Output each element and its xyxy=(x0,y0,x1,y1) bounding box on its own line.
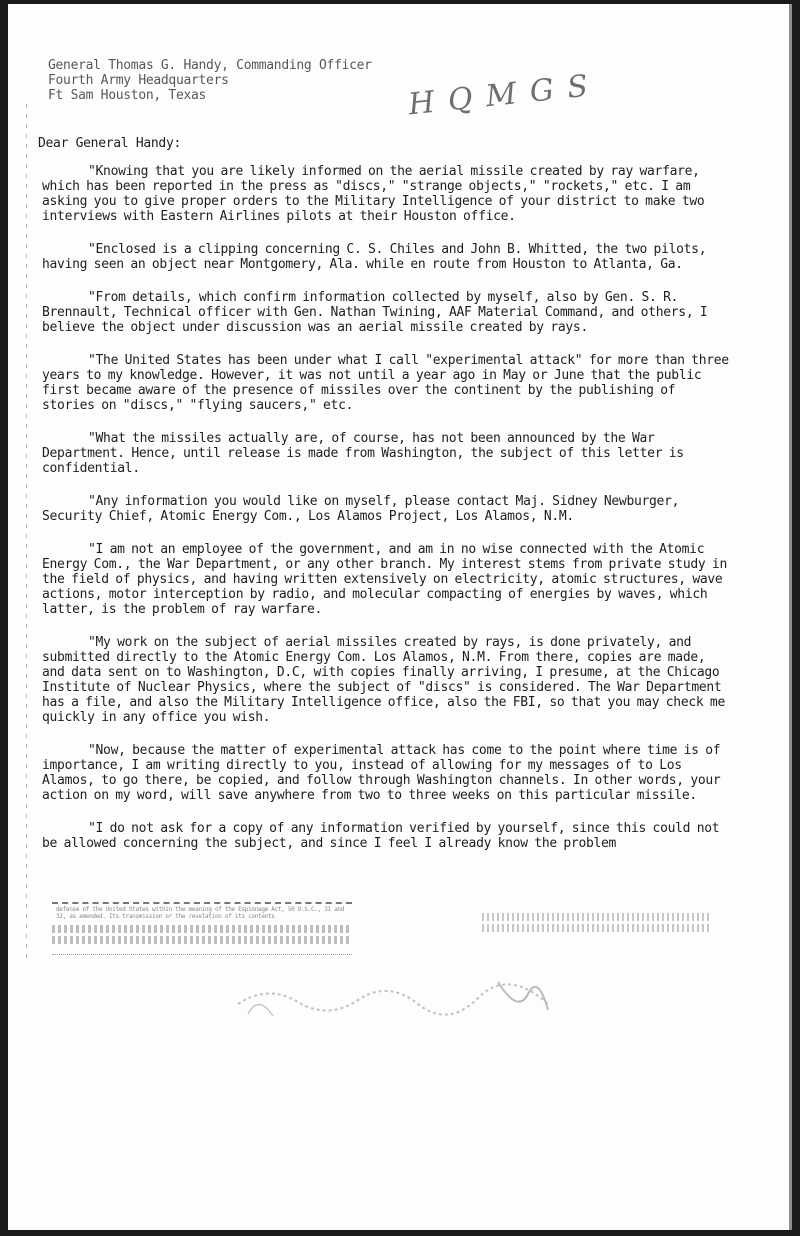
classification-box xyxy=(52,902,352,955)
address-line: Ft Sam Houston, Texas xyxy=(48,88,207,103)
classification-text: defense of the United States within the meaning of the Espionage Act, 50 U.S.C., 31 and 32, as amended. Its transmission or the revelation of its contents xyxy=(56,906,345,920)
address-line: General Thomas G. Handy, Commanding Officer xyxy=(48,58,372,73)
form-line xyxy=(482,924,712,932)
page-edge xyxy=(789,4,792,1230)
paragraph: "From details, which confirm information collected by myself, also by Gen. S. R. Brennault, Technical officer with Gen. Nathan Twining, AAF Material Command, and others, I believe the object under discussion was an aerial missile created by rays. xyxy=(42,290,708,335)
handwritten-note: H Q M G S xyxy=(406,68,592,123)
paragraph: "What the missiles actually are, of course, has not been announced by the War Department. Hence, until release is made from Washington, the subject of this letter is confidential. xyxy=(42,431,684,476)
form-line xyxy=(52,936,352,944)
paragraph: "The United States has been under what I call "experimental attack" for more than three years to my knowledge. However, it was not until a year ago in May or June that the public first became aware of the presence of missiles over the continent by the publishing of stories on "discs," "flying saucers," etc. xyxy=(42,353,729,413)
paragraph: "Now, because the matter of experimental attack has come to the point where time is of importance, I am writing directly to you, instead of allowing for my messages of to Los Alamos, to go there, be copied, and follow through Washington channels. In other words, your action on my word, will save anywhere from two to three weeks on this particular missile. xyxy=(42,743,721,803)
ink-smudge xyxy=(228,974,588,1022)
form-fields xyxy=(482,910,712,940)
letter-page xyxy=(8,4,792,1230)
classification-stamp xyxy=(42,902,722,964)
paragraph: "Enclosed is a clipping concerning C. S. Chiles and John B. Whitted, the two pilots, having seen an object near Montgomery, Ala. while en route from Houston to Atlanta, Ga. xyxy=(42,242,707,272)
address-block xyxy=(48,58,372,103)
salutation: Dear General Handy: xyxy=(38,136,182,151)
paragraph: "My work on the subject of aerial missiles created by rays, is done privately, and submitted directly to the Atomic Energy Com. Los Alamos, N.M. From there, copies are made, and data sent on to Washington, D.C, with copies finally arriving, I presume, at the Chicago Institute of Nuclear Physics, where the subject of "discs" is considered. The War Department has a file, and also the Military Intelligence office, also the FBI, so that you may check me quickly in any office you wish. xyxy=(42,635,725,725)
fold-mark xyxy=(26,104,27,964)
paragraph: "Any information you would like on myself, please contact Maj. Sidney Newburger, Security Chief, Atomic Energy Com., Los Alamos Project, Los Alamos, N.M. xyxy=(42,494,680,524)
paragraph: "I am not an employee of the government, and am in no wise connected with the Atomic Energy Com., the War Department, or any other branch. My interest stems from private study in the field of physics, and having written extensively on electricity, atomic structures, wave actions, motor interception by radio, and molecular compacting of energies by waves, which latter, is the problem of ray warfare. xyxy=(42,542,727,617)
form-line xyxy=(482,913,712,921)
paragraph: "Knowing that you are likely informed on the aerial missile created by ray warfare, which has been reported in the press as "discs," "strange objects," "rockets," etc. I am asking you to give proper orders to the Military Intelligence of your district to make two interviews with Eastern Airlines pilots at their Houston office. xyxy=(42,164,705,224)
address-line: Fourth Army Headquarters xyxy=(48,73,229,88)
paragraph: "I do not ask for a copy of any information verified by yourself, since this could not be allowed concerning the subject, and since I feel I already know the problem xyxy=(42,821,720,851)
letter-body xyxy=(42,164,732,869)
form-line xyxy=(52,925,352,933)
